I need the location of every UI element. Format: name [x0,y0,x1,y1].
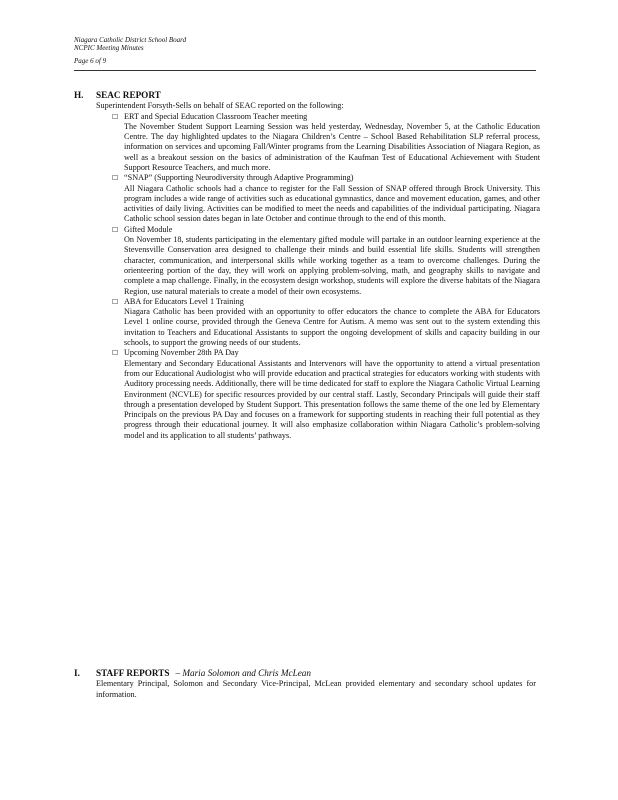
list-item [112,112,544,174]
staff-report-body: Elementary Principal, Solomon and Secondary Vice-Principal, McLean provided elementary and secondary school updates for information. [96,679,536,699]
staff-section [74,668,544,700]
seac-item-list [74,112,544,442]
staff-presenters: – Maria Solomon and Chris McLean [175,668,311,678]
list-item [112,297,544,348]
checkbox-bullet-icon: ☐ [112,225,119,234]
checkbox-bullet-icon: ☐ [112,112,119,121]
item-title: “SNAP” (Supporting Neurodiversity through Adaptive Programming) [124,173,354,183]
item-body: The November Student Support Learning Session was held yesterday, Wednesday, November 5, at the Catholic Education Centre. The day highlighted updates to the Niagara Children’s Centre – School Based Rehabilitation SLP referral process, information on services and upcoming Fall/Winter programs from the Learning Disabilities Association of Niagara Region, as well as a breakout session on the basics of administration of the Kaufman Test of Educational Achievement with Student Support Resource Teachers, and much more. [124,121,540,172]
document-name: NCPIC Meeting Minutes [74,44,144,52]
header-divider [74,70,536,71]
page-number: Page 6 of 9 [74,57,107,65]
checkbox-bullet-icon: ☐ [112,349,119,358]
seac-section-number: H. [74,90,84,100]
item-title: Gifted Module [124,224,173,234]
page-header [74,36,186,65]
checkbox-bullet-icon: ☐ [112,174,119,183]
staff-section-number: I. [74,668,80,678]
item-title: ERT and Special Education Classroom Teacher meeting [124,111,308,121]
staff-heading [74,668,544,679]
list-item [112,348,544,441]
item-body: Niagara Catholic has been provided with an opportunity to offer educators the chance to complete the ABA for Educators Level 1 online course, provided through the Geneva Centre for Autism. A memo was sent out to the system extending this invitation to Teachers and Educational Assistants to support the ongoing development of skills and capacity building in our schools, to support the growing needs of our students. [124,307,540,348]
seac-section-title: SEAC REPORT [96,90,161,100]
seac-section [74,90,544,441]
seac-intro: Superintendent Forsyth-Sells on behalf of SEAC reported on the following: [96,101,344,110]
list-item [112,173,544,224]
item-body: All Niagara Catholic schools had a chance to register for the Fall Session of SNAP offered through Brock University. This program includes a wide range of activities such as educational gymnastics, dance and movement education, games, and other activities of daily living. Activities can be modified to meet the needs and capabilities of the individual participating. Niagara Catholic school session dates began in late October and continue through to the end of this month. [124,183,540,224]
item-body: On November 18, students participating in the elementary gifted module will partake in an outdoor learning experience at the Stevensville Conservation area designed to challenge their minds and build essential life skills. Students will strengthen character, communication, and interpersonal skills while working together as a team to overcome challenges. During the orienteering portion of the day, they will work on applying problem-solving, math, and geography skills to navigate and complete a map challenge. Finally, in the ecosystem design workshop, students will explore the diverse habitats of the Niagara Region, use natural materials to create a model of their own ecosystems. [124,235,540,296]
staff-section-title: STAFF REPORTS [96,668,170,678]
checkbox-bullet-icon: ☐ [112,297,119,306]
item-title: Upcoming November 28th PA Day [124,348,239,358]
board-name: Niagara Catholic District School Board [74,36,187,44]
list-item [112,225,544,297]
item-title: ABA for Educators Level 1 Training [124,296,244,306]
seac-heading [74,90,544,101]
item-body: Elementary and Secondary Educational Assistants and Intervenors will have the opportunity to attend a virtual presentation from our Educational Audiologist who will provide education and practical strategies for educators working with students with Auditory processing needs. Additionally, there will be time dedicated for staff to explore the Niagara Catholic Virtual Learning Environment (NCVLE) for specific resources provided by our central staff. Lastly, Secondary Principals will guide their staff through a presentation developed by Student Support. This presentation follows the same theme of the one led by Elementary Principals on the previous PA Day and focuses on a framework for supporting students in reaching their full potential as they progress through their educational journey. It will also emphasize collaboration within Niagara Catholic’s problem-solving model and its application to all students’ pathways. [124,358,540,440]
